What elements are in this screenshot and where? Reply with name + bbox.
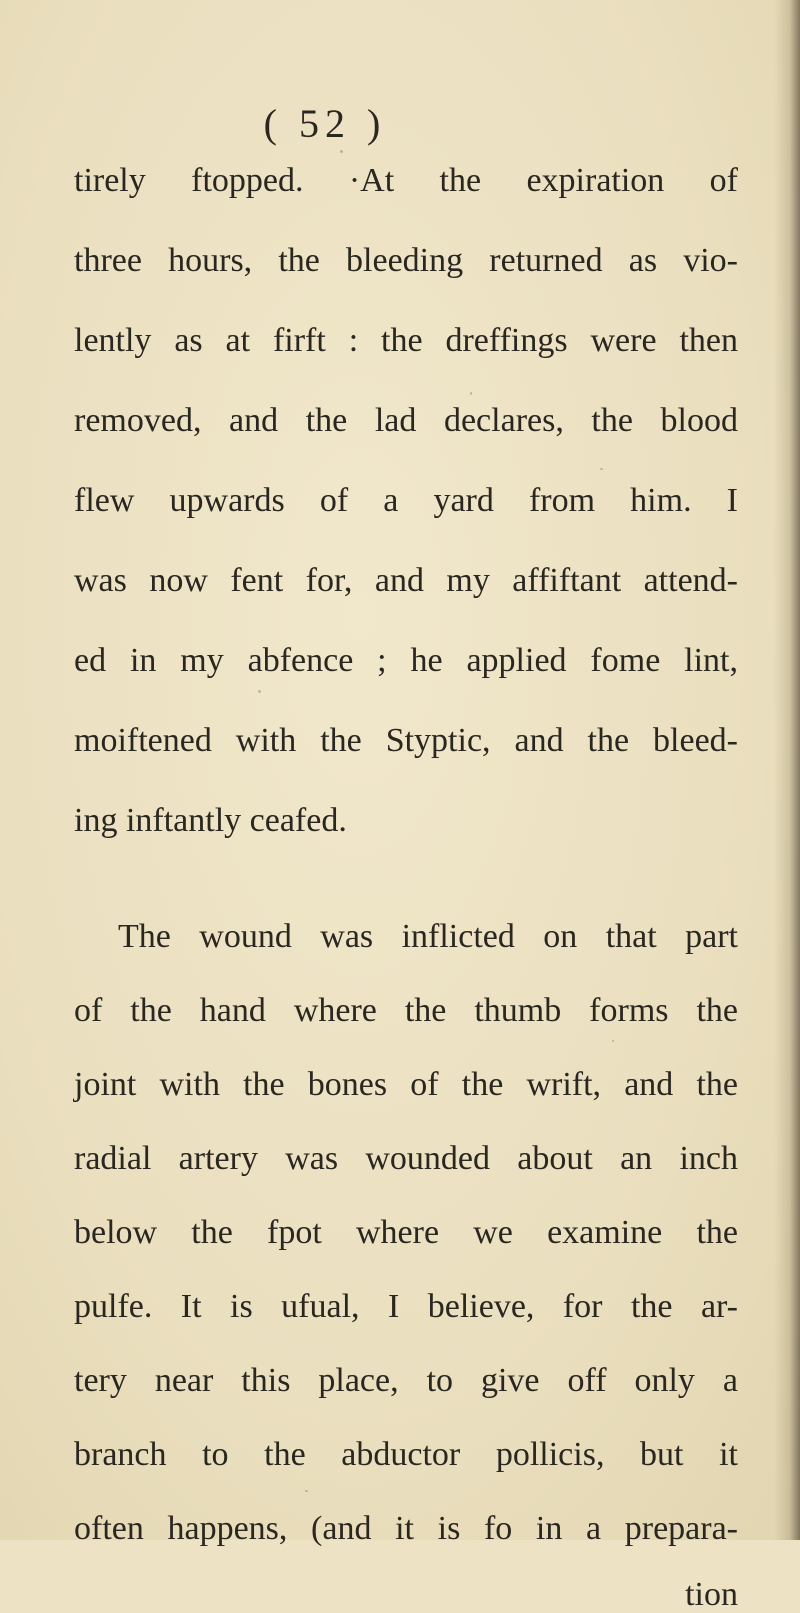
text-line: branch to the abductor pollicis, but it — [74, 1436, 738, 1473]
text-line: tery near this place, to give off only a — [74, 1362, 738, 1399]
text-line: below the fpot where we examine the — [74, 1214, 738, 1251]
text-line: joint with the bones of the wrift, and the — [74, 1066, 738, 1103]
text-line: moiftened with the Styptic, and the bleed- — [74, 722, 738, 759]
page-edge-shadow — [774, 0, 800, 1540]
text-line: often happens, (and it is fo in a prepara- — [74, 1510, 738, 1547]
text-line: removed, and the lad declares, the blood — [74, 402, 738, 439]
text-line: radial artery was wounded about an inch — [74, 1140, 738, 1177]
text-line: ing inftantly ceafed. — [74, 802, 347, 839]
text-line: was now fent for, and my affiftant attend- — [74, 562, 738, 599]
text-line: ed in my abfence ; he applied fome lint, — [74, 642, 738, 679]
page-number: ( 52 ) — [263, 101, 387, 146]
text-line: tirely ftopped. ·At the expiration of — [74, 162, 738, 199]
text-line: flew upwards of a yard from him. I — [74, 482, 738, 519]
text-line: lently as at firft : the dreffings were then — [74, 322, 738, 359]
catchword: tion — [685, 1576, 738, 1613]
text-line: The wound was inflicted on that part — [118, 918, 738, 955]
text-line: of the hand where the thumb forms the — [74, 992, 738, 1029]
text-line: three hours, the bleeding returned as vio- — [74, 242, 738, 279]
text-line: pulfe. It is ufual, I believe, for the ar- — [74, 1288, 738, 1325]
